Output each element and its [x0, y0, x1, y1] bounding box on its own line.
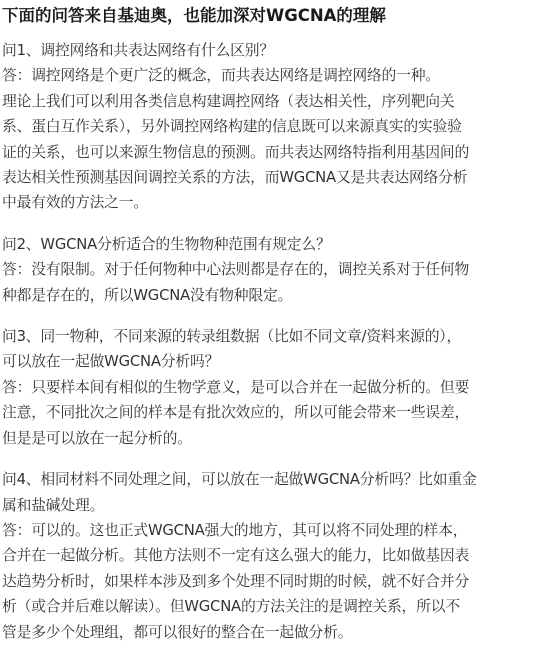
- answer-1-line-5: 表达相关性预测基因间调控关系的方法，而WGCNA又是共表达网络分析: [2, 169, 468, 187]
- qa-block-3: [2, 324, 535, 451]
- answer-1-line-6: 中最有效的方法之一。: [2, 194, 148, 212]
- answer-4-line-4: 析（或合并后难以解读）。但WGCNA的方法关注的是调控关系，所以不: [2, 598, 460, 616]
- qa-article: [0, 5, 535, 642]
- answer-4-line-1: 答：可以的。这也正式WGCNA强大的地方，其可以将不同处理的样本，: [2, 521, 468, 539]
- qa-block-4: [2, 467, 535, 645]
- answer-3-line-2: 注意，不同批次之间的样本是有批次效应的，所以可能会带来一些误差，: [2, 404, 470, 422]
- question-4-line-1: 问4、相同材料不同处理之间，可以放在一起做WGCNA分析吗？比如重金: [2, 471, 477, 489]
- answer-1-line-1: 答：调控网络是个更广泛的概念，而共表达网络是调控网络的一种。: [2, 67, 440, 85]
- question-4-line-2: 属和盐碱处理。: [2, 496, 105, 514]
- question-3-line-1: 问3、同一物种，不同来源的转录组数据（比如不同文章/资料来源的），: [2, 328, 462, 346]
- qa-block-1: [2, 38, 535, 216]
- question-1-line-1: 问1、调控网络和共表达网络有什么区别？: [2, 42, 274, 59]
- answer-1-line-2: 理论上我们可以利用各类信息构建调控网络（表达相关性，序列靶向关: [2, 92, 455, 110]
- article-title: 下面的问答来自基迪奥，也能加深对WGCNA的理解: [2, 6, 386, 25]
- answer-4-line-3: 达趋势分析时，如果样本涉及到多个处理不同时期的时候，就不好合并分: [2, 572, 470, 590]
- question-2-line-1: 问2、WGCNA分析适合的生物物种范围有规定么？: [2, 235, 331, 253]
- answer-1-line-4: 证的关系，也可以来源生物信息的预测。而共表达网络特指利用基因间的: [2, 143, 470, 161]
- answer-4-line-2: 合并在一起做分析。其他方法则不一定有这么强大的能力，比如做基因表: [2, 547, 470, 565]
- answer-2-line-1: 答：没有限制。对于任何物种中心法则都是存在的，调控关系对于任何物: [2, 261, 470, 279]
- qa-block-2: [2, 232, 535, 308]
- answer-3-line-1: 答：只要样本间有相似的生物学意义，是可以合并在一起做分析的。但要: [2, 378, 470, 396]
- answer-2-line-2: 种都是存在的，所以WGCNA没有物种限定。: [2, 286, 293, 304]
- answer-3-line-3: 但是是可以放在一起分析的。: [2, 429, 192, 447]
- answer-1-line-3: 系、蛋白互作关系），另外调控网络构建的信息既可以来源真实的实验验: [2, 118, 462, 136]
- answer-4-line-5: 管是多少个处理组，都可以很好的整合在一起做分析。: [2, 623, 353, 641]
- question-3-line-2: 可以放在一起做WGCNA分析吗？: [2, 353, 220, 371]
